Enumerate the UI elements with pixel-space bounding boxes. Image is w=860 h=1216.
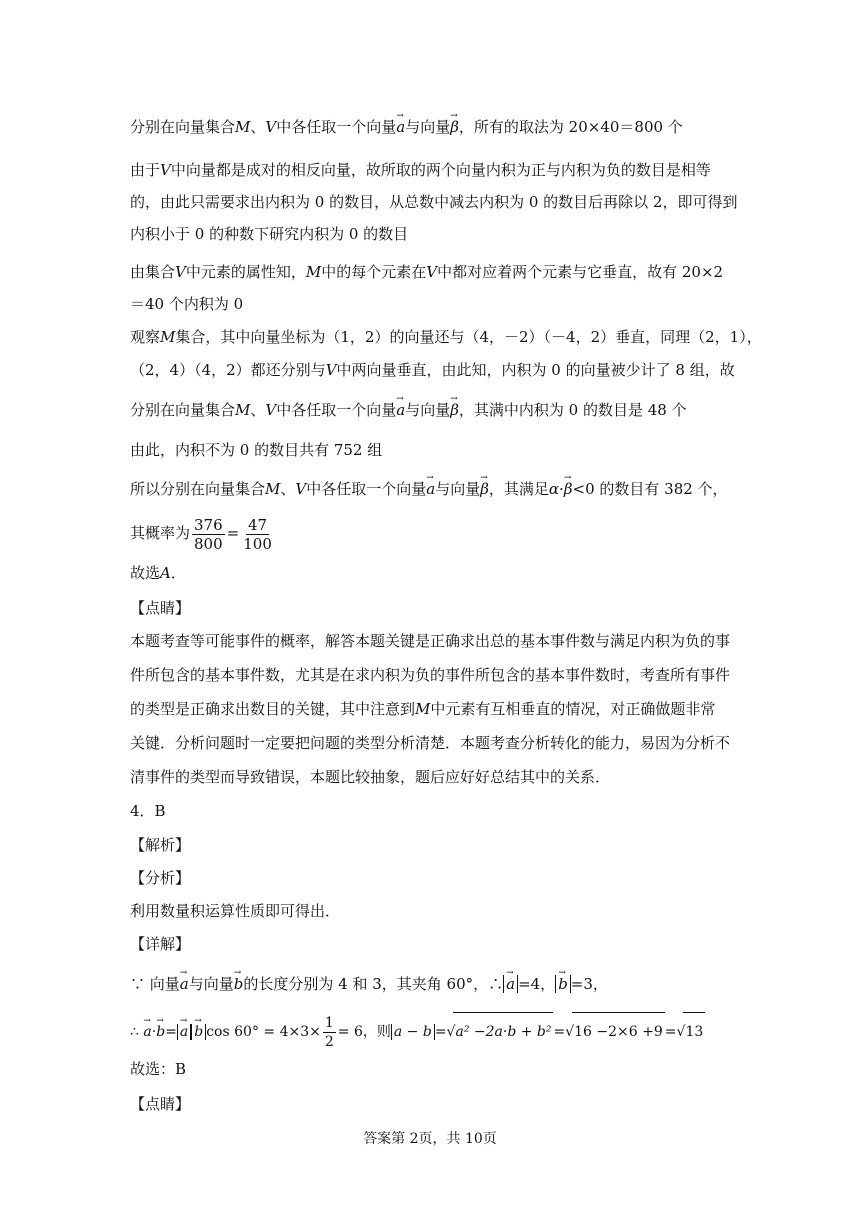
para-17: 的类型是正确求出数目的关键，其中注意到M中元素有互相垂直的情况，对正确做题非常 [130,700,716,718]
para-4: 内积小于 0 的种数下研究内积为 0 的数目 [130,225,409,243]
para-13: 故选A． [130,564,186,582]
formula-line: ∴ → a·→ b=→ a→ b cos 60° = 4×3× $\frac{1}{2}$ = 6，则 a − b =√a² −2a·b + b² =√16 −2×6 +9 =√13 [130,1012,730,1051]
heading-dianjing: 【点睛】 [130,599,191,617]
vector-beta: → β [450,400,459,420]
para-15: 本题考查等可能事件的概率，解答本题关键是正确求出总的基本事件数与满足内积为负的事 [130,632,731,650]
heading-fenxi: 【分析】 [130,869,191,887]
page-footer: 答案第 2页，共 10页 [363,1131,497,1147]
para-23: 利用数量积运算性质即可得出． [130,902,341,920]
vector-a: → a [426,479,435,499]
vector-beta: → β [480,479,489,499]
para-3: 的，由此只需要求出内积为 0 的数目，从总数中减去内积为 0 的数目后再除以 2，即可得到 [130,193,738,211]
para-9: 分别在向量集合M、V中各任取一个向量→ a与向量→ β，其满中内积为 0 的数目是 48 个 [130,400,730,420]
para-8: （2，4）（4，2）都还分别与V中两向量垂直，由此知，内积为 0 的向量被少计了 8 组，故 [130,361,735,379]
fraction-47-100: $\frac{47}{100}$ [243,515,272,553]
heading-jiexi: 【解析】 [130,836,191,854]
heading-dianjing-2: 【点睛】 [130,1095,191,1113]
para-1: 分别在向量集合M、V中各任取一个向量→ a与向量→ β，所有的取法为 20×40＝800 个 [130,117,730,137]
para-27: 故选：B [130,1060,187,1078]
para-19: 清事件的类型而导致错误，本题比较抽象，题后应好好总结其中的关系． [130,768,611,786]
para-2: 由于V中向量都是成对的相反向量，故所取的两个向量内积为正与内积为负的数目是相等 [130,161,711,179]
question-number: 4．B [130,802,166,820]
vector-beta: → β [450,117,459,137]
para-7: 观察M集合，其中向量坐标为（1，2）的向量还与（4，－2）（－4，2）垂直，同理（2，1）， [130,328,762,346]
probability-line: 其概率为 $\frac{376}{800}$ = $\frac{47}{100}$ [130,515,272,553]
para-18: 关键．分析问题时一定要把问题的类型分析清楚．本题考查分析转化的能力，易因为分析不 [130,734,731,752]
para-5: 由集合V中元素的属性知，M中的每个元素在V中都对应着两个元素与它垂直，故有 20×2 [130,263,724,281]
heading-xiangjie: 【详解】 [130,935,191,953]
para-16: 件所包含的基本事件数，尤其是在求内积为负的事件所包含的基本事件数时，考查所有事件 [130,666,731,684]
para-10: 由此，内积不为 0 的数目共有 752 组 [130,441,383,459]
para-25: ∵ 向量→ a与向量→ b的长度分别为 4 和 3，其夹角 60°，∴→ a =4，→ b =3， [130,974,730,994]
para-11: 所以分别在向量集合M、V中各任取一个向量→ a与向量→ β，其满足α·→ β<0 的数目有 382 个， [130,479,730,499]
para-6: ＝40 个内积为 0 [130,295,244,313]
vector-a: → a [396,117,405,137]
vector-a: → a [396,400,405,420]
fraction-376-800: $\frac{376}{800}$ [194,515,223,553]
